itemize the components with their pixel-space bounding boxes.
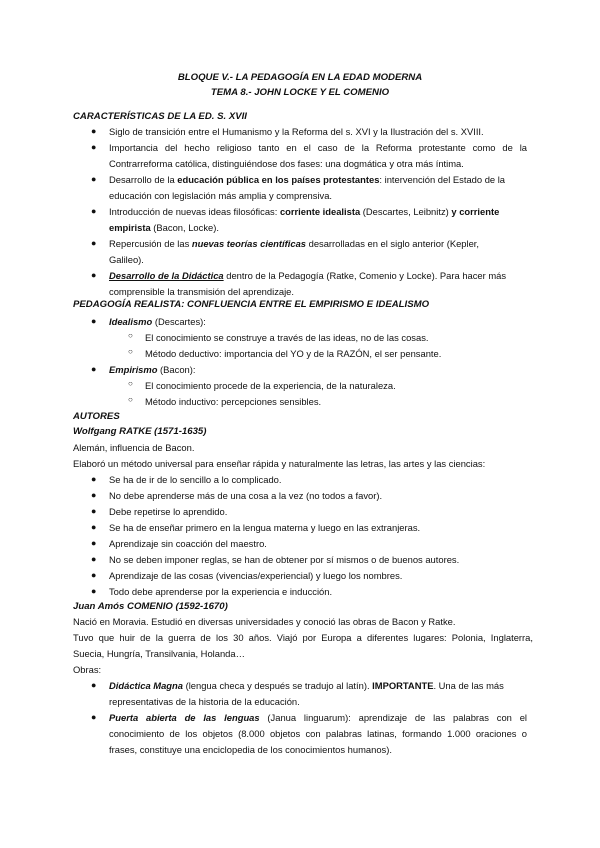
bullet-icon: ● [91, 712, 97, 722]
comenio-paragraph-2b: Suecia, Hungría, Transilvania, Holanda… [73, 648, 245, 659]
caract-item-3b: educación con legislación más amplia y comprensiva. [109, 190, 333, 201]
ratke-item: Aprendizaje sin coacción del maestro. [109, 538, 267, 549]
bullet-icon: ● [91, 490, 97, 500]
ratke-name: Wolfgang RATKE (1571-1635) [73, 426, 207, 437]
caract-item-5b: Galileo). [109, 254, 144, 265]
caract-item-4: Introducción de nuevas ideas filosóficas: corriente idealista (Descartes, Leibnitz) y corriente [109, 206, 500, 217]
realista-heading: PEDAGOGÍA REALISTA: CONFLUENCIA ENTRE EL EMPIRISMO E IDEALISMO [73, 299, 430, 310]
ratke-item: Aprendizaje de las cosas (vivencias/experiencial) y luego los nombres. [109, 570, 403, 581]
bloque-title: BLOQUE V.- LA PEDAGOGÍA EN LA EDAD MODERNA [177, 72, 423, 83]
bullet-icon: ● [91, 570, 97, 580]
caract-item-5: Repercusión de las nuevas teorías científicas desarrolladas en el siglo anterior (Kepler, [109, 238, 480, 249]
idealismo-sub-1: El conocimiento se construye a través de las ideas, no de las cosas. [145, 332, 429, 343]
bullet-icon: ● [91, 126, 97, 136]
ratke-paragraph-2: Elaboró un método universal para enseñar rápida y naturalmente las letras, las artes y las ciencias: [73, 458, 486, 469]
caracteristicas-heading: CARACTERÍSTICAS DE LA ED. S. XVII [73, 111, 247, 122]
caract-item-4b: empirista (Bacon, Locke). [109, 222, 219, 233]
circle-bullet-icon: ○ [128, 331, 133, 340]
obra-1: Didáctica Magna (lengua checa y después se tradujo al latín). IMPORTANTE. Una de las más [109, 680, 504, 691]
bullet-icon: ● [91, 316, 97, 326]
empirismo-sub-2: Método inductivo: percepciones sensibles. [145, 396, 322, 407]
comenio-paragraph-2a: Tuvo que huir de la guerra de los 30 años. Viajó por Europa a diferentes lugares: Polonia, Inglaterra, [73, 632, 533, 643]
circle-bullet-icon: ○ [128, 379, 133, 388]
obras-label: Obras: [73, 664, 102, 675]
comenio-name: Juan Amós COMENIO (1592-1670) [73, 601, 228, 612]
circle-bullet-icon: ○ [128, 347, 133, 356]
bullet-icon: ● [91, 364, 97, 374]
bullet-icon: ● [91, 680, 97, 690]
comenio-paragraph-1: Nació en Moravia. Estudió en diversas universidades y conoció las obras de Bacon y Ratke. [73, 616, 456, 627]
bullet-icon: ● [91, 554, 97, 564]
idealismo-item: Idealismo (Descartes): [109, 316, 206, 327]
tema-title: TEMA 8.- JOHN LOCKE Y EL COMENIO [210, 87, 390, 98]
bullet-icon: ● [91, 142, 97, 152]
ratke-item: Todo debe aprenderse por la experiencia e inducción. [109, 586, 333, 597]
obra-2b: conocimiento de los objetos (8.000 objetos con palabras latinas, formando 1.000 oraciones o [109, 728, 527, 739]
ratke-paragraph-1: Alemán, influencia de Bacon. [73, 442, 195, 453]
caract-item-3: Desarrollo de la educación pública en los países protestantes: intervención del Estado de la [109, 174, 506, 185]
circle-bullet-icon: ○ [128, 395, 133, 404]
bullet-icon: ● [91, 206, 97, 216]
bullet-icon: ● [91, 270, 97, 280]
caract-item-6: Desarrollo de la Didáctica dentro de la Pedagogía (Ratke, Comenio y Locke). Para hacer más [109, 270, 507, 281]
caract-item-6b: comprensible la transmisión del aprendizaje. [109, 286, 294, 297]
caract-item-2a: Importancia del hecho religioso tanto en el caso de la Reforma protestante como de la [109, 142, 527, 153]
ratke-item: Se ha de ir de lo sencillo a lo complicado. [109, 474, 282, 485]
bullet-icon: ● [91, 586, 97, 596]
bullet-icon: ● [91, 538, 97, 548]
empirismo-item: Empirismo (Bacon): [109, 364, 196, 375]
bullet-icon: ● [91, 238, 97, 248]
obra-2: Puerta abierta de las lenguas (Janua linguarum): aprendizaje de las palabras con el [109, 712, 527, 723]
caract-item-2b: Contrarreforma católica, distinguiéndose dos fases: una dogmática y otra más íntima. [109, 158, 464, 169]
idealismo-sub-2: Método deductivo: importancia del YO y de la RAZÓN, el ser pensante. [145, 348, 442, 359]
bullet-icon: ● [91, 522, 97, 532]
ratke-item: Debe repetirse lo aprendido. [109, 506, 228, 517]
bullet-icon: ● [91, 506, 97, 516]
bullet-icon: ● [91, 474, 97, 484]
empirismo-sub-1: El conocimiento procede de la experiencia, de la naturaleza. [145, 380, 396, 391]
caract-item-1: Siglo de transición entre el Humanismo y la Reforma del s. XVI y la Ilustración del s. XVIII. [109, 126, 484, 137]
autores-heading: AUTORES [73, 411, 120, 422]
obra-2c: frases, constituye una enciclopedia de los conocimientos humanos). [109, 744, 392, 755]
ratke-item: No se deben imponer reglas, se han de obtener por sí mismos o de buenos autores. [109, 554, 460, 565]
obra-1b: representativas de la historia de la educación. [109, 696, 300, 707]
ratke-item: No debe aprenderse más de una cosa a la vez (no todos a favor). [109, 490, 383, 501]
bullet-icon: ● [91, 174, 97, 184]
ratke-item: Se ha de enseñar primero en la lengua materna y luego en las extranjeras. [109, 522, 421, 533]
